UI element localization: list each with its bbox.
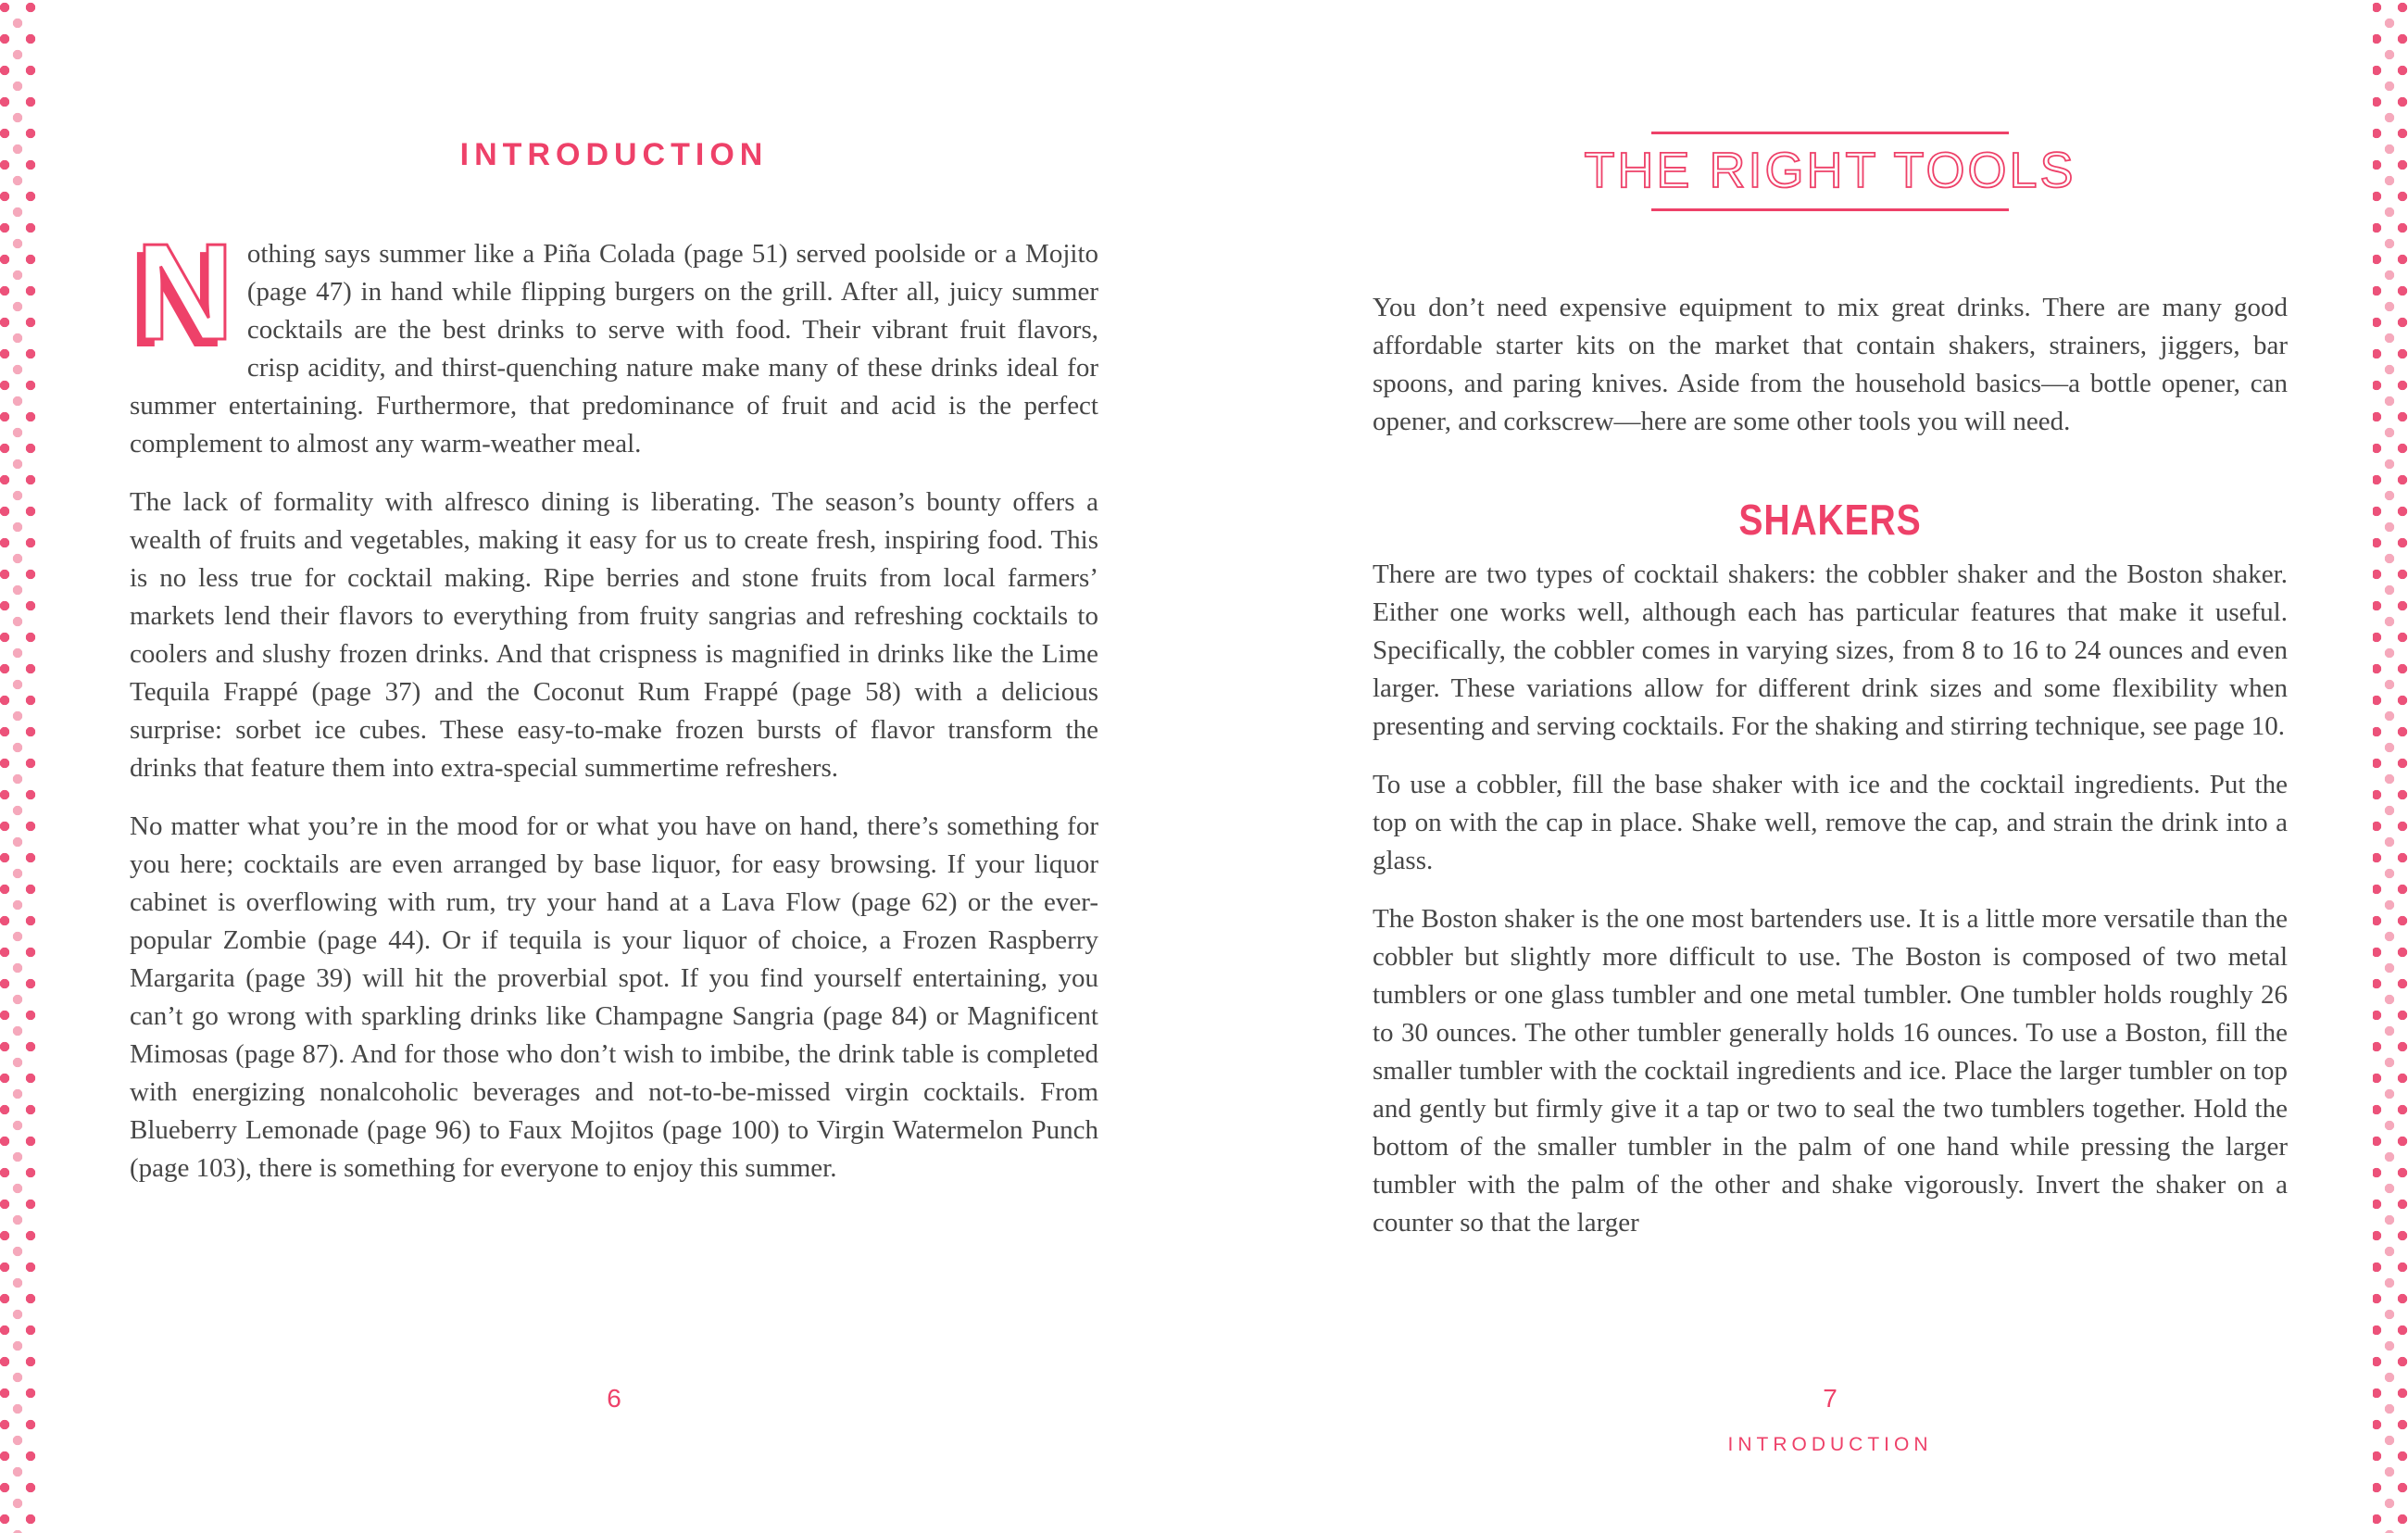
title-rule-bottom [1651, 208, 2009, 211]
right-page-title-block [1373, 132, 2288, 211]
right-page-number: 7 [1823, 1384, 1837, 1413]
left-page-number: 6 [607, 1384, 621, 1413]
tools-intro-paragraph: You don’t need expensive equipment to mix great drinks. There are many good affordable starter kits on the market that contain shakers, strainers, jiggers, bar spoons, and paring knives. Aside from the household basics—a bottle opener, can opener, and corkscrew—here are some other tools you will need. [1373, 293, 2288, 436]
left-book-page [130, 0, 1098, 1187]
right-book-page [1373, 0, 2288, 1242]
shakers-paragraph-2: To use a cobbler, fill the base shaker with ice and the cocktail ingredients. Put the top on with the cap in place. Shake well, remove the cap, and strain the drink into a glass. [1373, 770, 2288, 875]
left-edge-dot-pattern [0, 0, 37, 1533]
intro-paragraph-1 [130, 216, 1098, 463]
intro-paragraph-2: The lack of formality with alfresco dining is liberating. The season’s bounty offers a wealth of fruits and vegetables, making it easy for us to create fresh, inspiring food. This is no less true for cocktail making. Ripe berries and stone fruits from local farmers’ markets lend their flavors to everything from fruity sangrias and refreshing cocktails to coolers and slushy frozen drinks. And that crispness is magnified in drinks like the Lime Tequila Frappé (page 37) and the Coconut Rum Frappé (page 58) with a delicious surprise: sorbet ice cubes. These easy-to-make frozen bursts of flavor transform the drinks that feature them into extra-special summertime refreshers. [130, 487, 1098, 783]
footer-chapter-label: INTRODUCTION [1727, 1434, 1933, 1455]
right-page-title: THE RIGHT TOOLS [1584, 143, 2076, 198]
intro-paragraph-1-text: othing says summer like a Piña Colada (page 51) served poolside or a Mojito (page 47) in hand while flipping burgers on the grill. After all, juicy summer cocktails are the best drinks to serve with food. Their vibrant fruit flavors, crisp acidity, and thirst-quenching nature make many of these drinks ideal for summer entertaining. Furthermore, that predominance of fruit and acid is the perfect complement to almost any warm-weather meal. [130, 239, 1098, 459]
drop-cap-letter: N [135, 216, 234, 369]
shakers-paragraph-3: The Boston shaker is the one most bartenders use. It is a little more versatile than the cobbler but slightly more difficult to use. The Boston is composed of two metal tumblers or one glass tumbler and one metal tumbler. One tumbler holds roughly 26 to 30 ounces. The other tumbler generally holds 16 ounces. To use a Boston, fill the smaller tumbler with the cocktail ingredients and ice. Place the larger tumbler on top and gently but firmly give it a tap or two to seal the two tumblers together. Hold the bottom of the smaller tumbler in the palm of one hand while pressing the larger tumbler with the palm of the other and shake vigorously. Invert the shaker on a counter so that the larger [1373, 904, 2288, 1238]
shakers-paragraph-1: There are two types of cocktail shakers: the cobbler shaker and the Boston shaker. Either one works well, although each has particular features that make it useful. Specifically, the cobbler comes in varying sizes, from 8 to 16 to 24 ounces and even larger. These variations allow for different drink sizes and some flexibility when presenting and serving cocktails. For the shaking and stirring technique, see page 10. [1373, 559, 2288, 741]
left-page-title: INTRODUCTION [459, 137, 769, 172]
intro-paragraph-3: No matter what you’re in the mood for or what you have on hand, there’s something for you here; cocktails are even arranged by base liquor, for easy browsing. If your liquor cabinet is overflowing with rum, try your hand at a Lava Flow (page 62) or the ever-popular Zombie (page 44). Or if tequila is your liquor of choice, a Frozen Raspberry Margarita (page 39) will hit the proverbial spot. If you find yourself entertaining, you can’t go wrong with sparkling drinks like Champagne Sangria (page 84) or Magnificent Mimosas (page 87). And for those who don’t wish to imbibe, the drink table is completed with energizing nonalcoholic beverages and not-to-be-missed virgin cocktails. From Blueberry Lemonade (page 96) to Faux Mojitos (page 100) to Virgin Watermelon Punch (page 103), there is something for everyone to enjoy this summer. [130, 811, 1098, 1183]
right-edge-dot-pattern [2373, 0, 2408, 1533]
shakers-section-heading: SHAKERS [1738, 496, 1922, 544]
